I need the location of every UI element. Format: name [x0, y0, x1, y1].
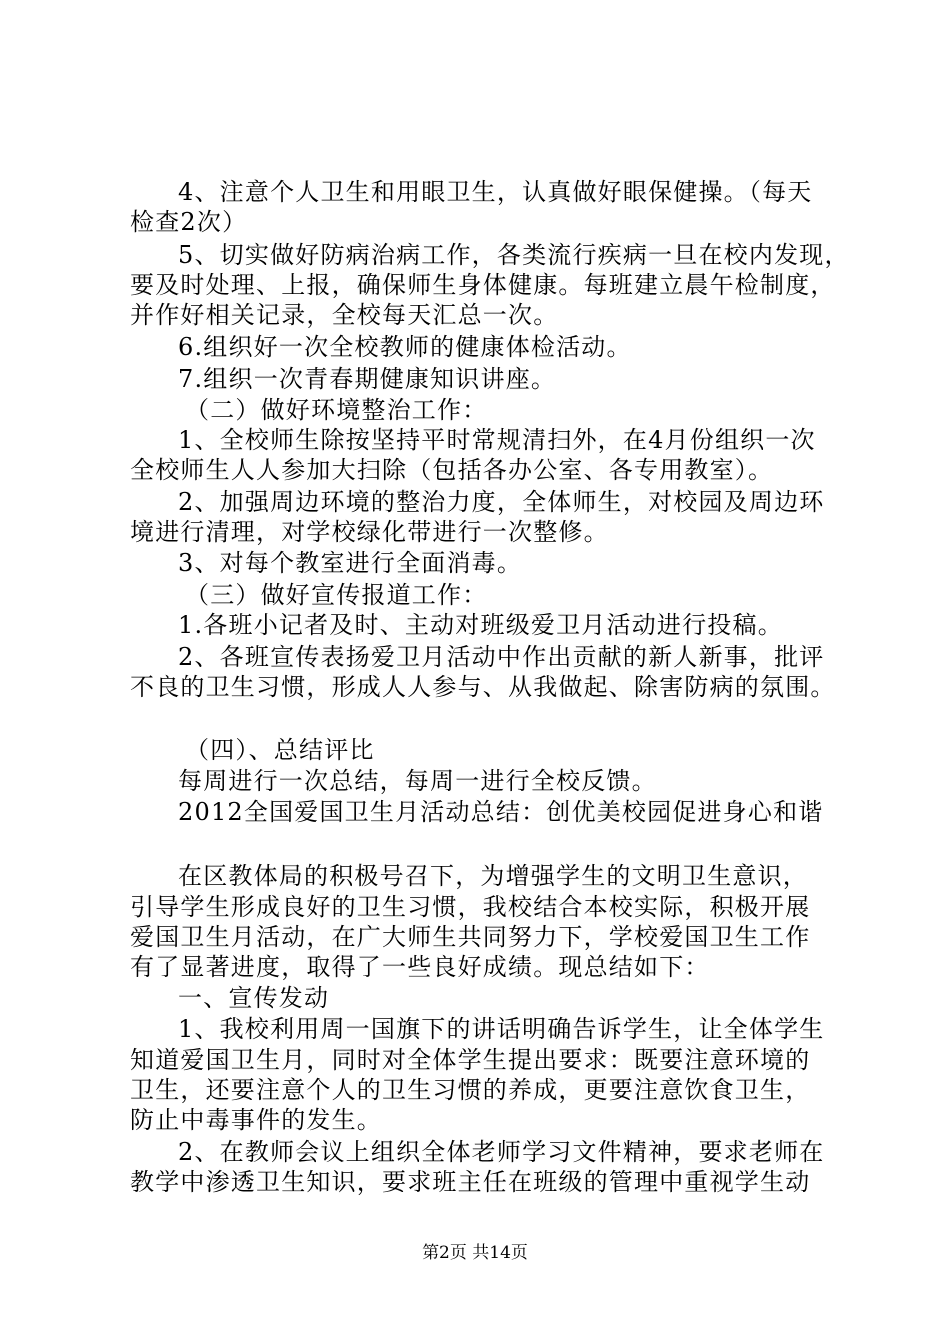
- text-line: 7.组织一次青春期健康知识讲座。: [178, 365, 557, 393]
- page-footer: 第2页 共14页: [422, 1243, 528, 1263]
- text-line: 2、加强周边环境的整治力度，全体师生，对校园及周边环: [178, 488, 825, 516]
- text-line: 6.组织好一次全校教师的健康体检活动。: [178, 333, 632, 361]
- text-line: 有了显著进度，取得了一些良好成绩。现总结如下：: [130, 953, 710, 981]
- text-line: 不良的卫生习惯，形成人人参与、从我做起、除害防病的氛围。: [130, 673, 836, 701]
- text-line: 境进行清理，对学校绿化带进行一次整修。: [130, 518, 609, 546]
- text-line: 2、各班宣传表扬爱卫月活动中作出贡献的新人新事，批评: [178, 643, 825, 671]
- text-line: 3、对每个教室进行全面消毒。: [178, 549, 523, 577]
- text-line: 并作好相关记录，全校每天汇总一次。: [130, 301, 559, 329]
- text-line: 1、全校师生除按坚持平时常规清扫外，在4月份组织一次: [178, 426, 816, 454]
- article-title: 2012全国爱国卫生月活动总结：创优美校园促进身心和谐: [178, 798, 824, 826]
- text-line: 每周进行一次总结，每周一进行全校反馈。: [178, 767, 657, 795]
- section-heading: （三）做好宣传报道工作：: [185, 581, 488, 609]
- text-line: 1.各班小记者及时、主动对班级爱卫月活动进行投稿。: [178, 611, 783, 639]
- text-line: 检查2次）: [130, 208, 248, 236]
- section-heading: （二）做好环境整治工作：: [185, 396, 488, 424]
- text-line: 教学中渗透卫生知识，要求班主任在班级的管理中重视学生动: [130, 1168, 811, 1196]
- text-line: 引导学生形成良好的卫生习惯，我校结合本校实际，积极开展: [130, 893, 811, 921]
- section-heading: 一、宣传发动: [178, 984, 330, 1012]
- text-line: 爱国卫生月活动，在广大师生共同努力下，学校爱国卫生工作: [130, 923, 811, 951]
- text-line: 知道爱国卫生月，同时对全体学生提出要求：既要注意环境的: [130, 1046, 811, 1074]
- text-line: 4、注意个人卫生和用眼卫生，认真做好眼保健操。（每天: [178, 178, 813, 206]
- text-line: 5、切实做好防病治病工作，各类流行疾病一旦在校内发现，: [178, 241, 850, 269]
- text-line: 要及时处理、上报，确保师生身体健康。每班建立晨午检制度，: [130, 271, 836, 299]
- text-line: 防止中毒事件的发生。: [130, 1106, 382, 1134]
- section-heading: （四）、总结评比: [185, 736, 375, 764]
- text-line: 在区教体局的积极号召下，为增强学生的文明卫生意识，: [178, 862, 808, 890]
- text-line: 2、在教师会议上组织全体老师学习文件精神，要求老师在: [178, 1138, 825, 1166]
- text-line: 卫生，还要注意个人的卫生习惯的养成，更要注意饮食卫生，: [130, 1076, 811, 1104]
- text-line: 全校师生人人参加大扫除（包括各办公室、各专用教室）。: [130, 456, 774, 484]
- text-line: 1、我校利用周一国旗下的讲话明确告诉学生，让全体学生: [178, 1015, 825, 1043]
